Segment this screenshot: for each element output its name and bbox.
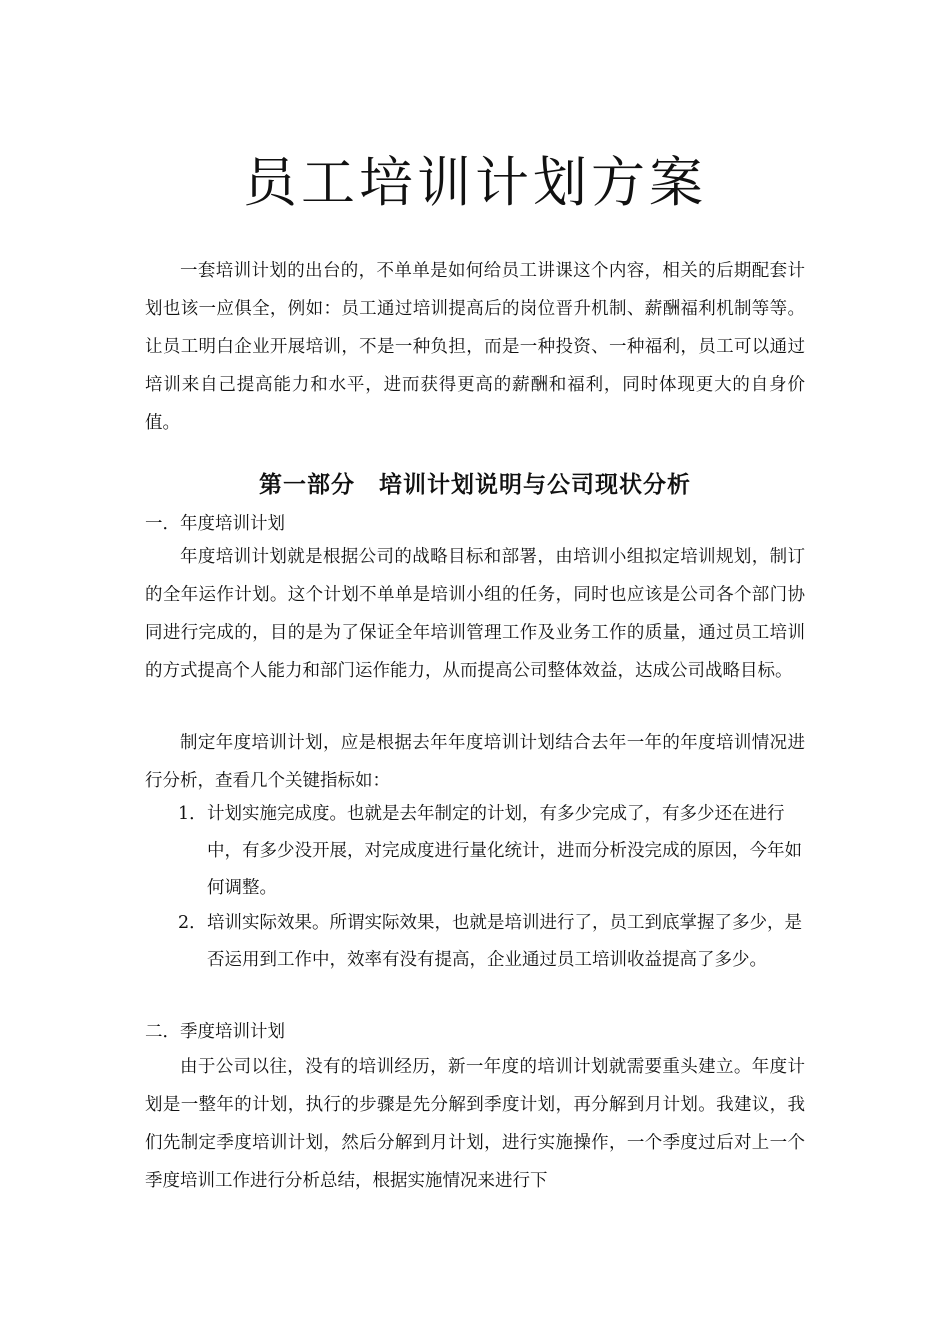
intro-paragraph: 一套培训计划的出台的，不单单是如何给员工讲课这个内容，相关的后期配套计划也该一应俱全，例如：员工通过培训提高后的岗位晋升机制、薪酬福利机制等等。让员工明白企业开展培训，不是一种负担，而是一种投资、一种福利，员工可以通过培训来自己提高能力和水平，进而获得更高的薪酬和福利，同时体现更大的自身价值。 bbox=[145, 261, 805, 433]
annual-plan-paragraph: 年度培训计划就是根据公司的战略目标和部署，由培训小组拟定培训规划，制订的全年运作计划。这个计划不单单是培训小组的任务，同时也应该是公司各个部门协同进行完成的，目的是为了保证全年培训管理工作及业务工作的质量，通过员工培训的方式提高个人能力和部门运作能力，从而提高公司整体效益，达成公司战略目标。 bbox=[145, 547, 805, 681]
quarterly-plan-paragraph: 由于公司以往，没有的培训经历，新一年度的培训计划就需要重头建立。年度计划是一整年的计划，执行的步骤是先分解到季度计划，再分解到月计划。我建议，我们先制定季度培训计划，然后分解到月计划，进行实施操作，一个季度过后对上一个季度培训工作进行分析总结，根据实施情况来进行下 bbox=[145, 1057, 805, 1191]
section-heading-quarterly: 二．季度培训计划 bbox=[145, 1022, 285, 1042]
list-item bbox=[178, 796, 808, 907]
list-item-text: 计划实施完成度。也就是去年制定的计划，有多少完成了，有多少还在进行中，有多少没开展，对完成度进行量化统计，进而分析没完成的原因，今年如何调整。 bbox=[207, 804, 802, 898]
list-item-number: 1． bbox=[178, 804, 207, 824]
section-heading-annual: 一．年度培训计划 bbox=[145, 514, 285, 534]
annual-plan-metrics-paragraph: 制定年度培训计划，应是根据去年年度培训计划结合去年一年的年度培训情况进行分析，查看几个关键指标如： bbox=[145, 733, 805, 791]
list-item-text: 培训实际效果。所谓实际效果，也就是培训进行了，员工到底掌握了多少，是否运用到工作中，效率有没有提高，企业通过员工培训收益提高了多少。 bbox=[207, 913, 802, 970]
part-title: 第一部分 培训计划说明与公司现状分析 bbox=[259, 471, 691, 498]
list-item-number: 2． bbox=[178, 913, 207, 933]
document-title: 员工培训计划方案 bbox=[243, 151, 707, 214]
list-item bbox=[178, 905, 808, 979]
